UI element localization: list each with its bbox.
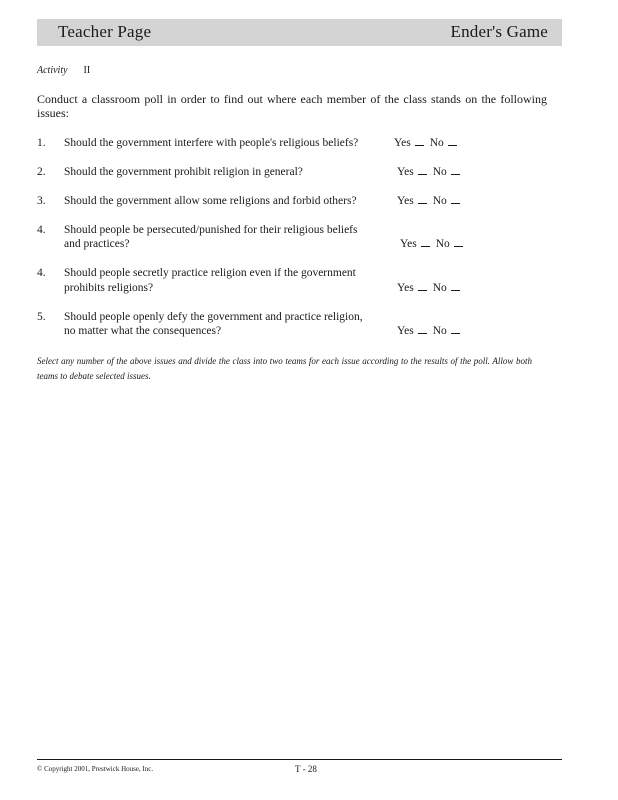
yes-blank[interactable] (418, 281, 427, 291)
question-number: 5. (37, 311, 46, 323)
yes-label: Yes (397, 195, 414, 207)
yes-label: Yes (397, 166, 414, 178)
question-text: Should the government allow some religions and forbid others? (64, 195, 357, 207)
question-number: 4. (37, 224, 46, 236)
yes-no-answer (397, 281, 466, 294)
header-left-title: Teacher Page (58, 22, 152, 41)
activity-label: Activity (37, 65, 68, 76)
yes-no-answer (400, 237, 469, 250)
question-text: Should people openly defy the government and practice religion, (64, 311, 363, 323)
no-label: No (432, 325, 447, 337)
yes-label: Yes (397, 325, 414, 337)
no-label: No (432, 166, 447, 178)
question-text: Should people be persecuted/punished for their religious beliefs (64, 224, 358, 236)
question-number: 1. (37, 137, 46, 149)
question-text: Should the government interfere with people's religious beliefs? (64, 137, 359, 149)
intro-text: Conduct a classroom poll in order to find out where each member of the class stands on the following issues: (37, 92, 547, 120)
yes-no-answer (397, 165, 466, 178)
copyright-text: © Copyright 2001, Prestwick House, Inc. (37, 765, 154, 773)
no-blank[interactable] (451, 324, 460, 334)
activity-number: II (83, 65, 91, 76)
yes-blank[interactable] (415, 136, 424, 146)
no-blank[interactable] (451, 165, 460, 175)
no-label: No (429, 137, 444, 149)
yes-blank[interactable] (418, 194, 427, 204)
yes-no-answer (397, 194, 466, 207)
no-blank[interactable] (451, 281, 460, 291)
page-header (37, 19, 562, 46)
yes-label: Yes (394, 137, 411, 149)
no-blank[interactable] (451, 194, 460, 204)
question-text: prohibits religions? (64, 282, 154, 294)
no-label: No (432, 195, 447, 207)
no-label: No (432, 282, 447, 294)
yes-label: Yes (397, 282, 414, 294)
yes-blank[interactable] (421, 237, 430, 247)
question-number: 2. (37, 166, 46, 178)
question-number: 3. (37, 195, 46, 207)
footer-divider (37, 759, 562, 760)
question-text: no matter what the consequences? (64, 325, 222, 337)
page-number: T - 28 (295, 764, 317, 774)
question-text: Should people secretly practice religion even if the government (64, 267, 356, 279)
question-text: Should the government prohibit religion in general? (64, 166, 303, 178)
teacher-instruction-note: Select any number of the above issues and divide the class into two teams for each issue according to the results of the poll. Allow both teams to debate selected issues. (37, 356, 532, 381)
yes-blank[interactable] (418, 165, 427, 175)
yes-no-answer (394, 136, 463, 149)
no-blank[interactable] (454, 237, 463, 247)
question-number: 4. (37, 267, 46, 279)
header-right-title: Ender's Game (450, 22, 548, 41)
no-blank[interactable] (448, 136, 457, 146)
no-label: No (435, 238, 450, 250)
yes-no-answer (397, 324, 466, 337)
yes-label: Yes (400, 238, 417, 250)
question-text: and practices? (64, 238, 130, 250)
yes-blank[interactable] (418, 324, 427, 334)
activity-heading (37, 65, 90, 76)
